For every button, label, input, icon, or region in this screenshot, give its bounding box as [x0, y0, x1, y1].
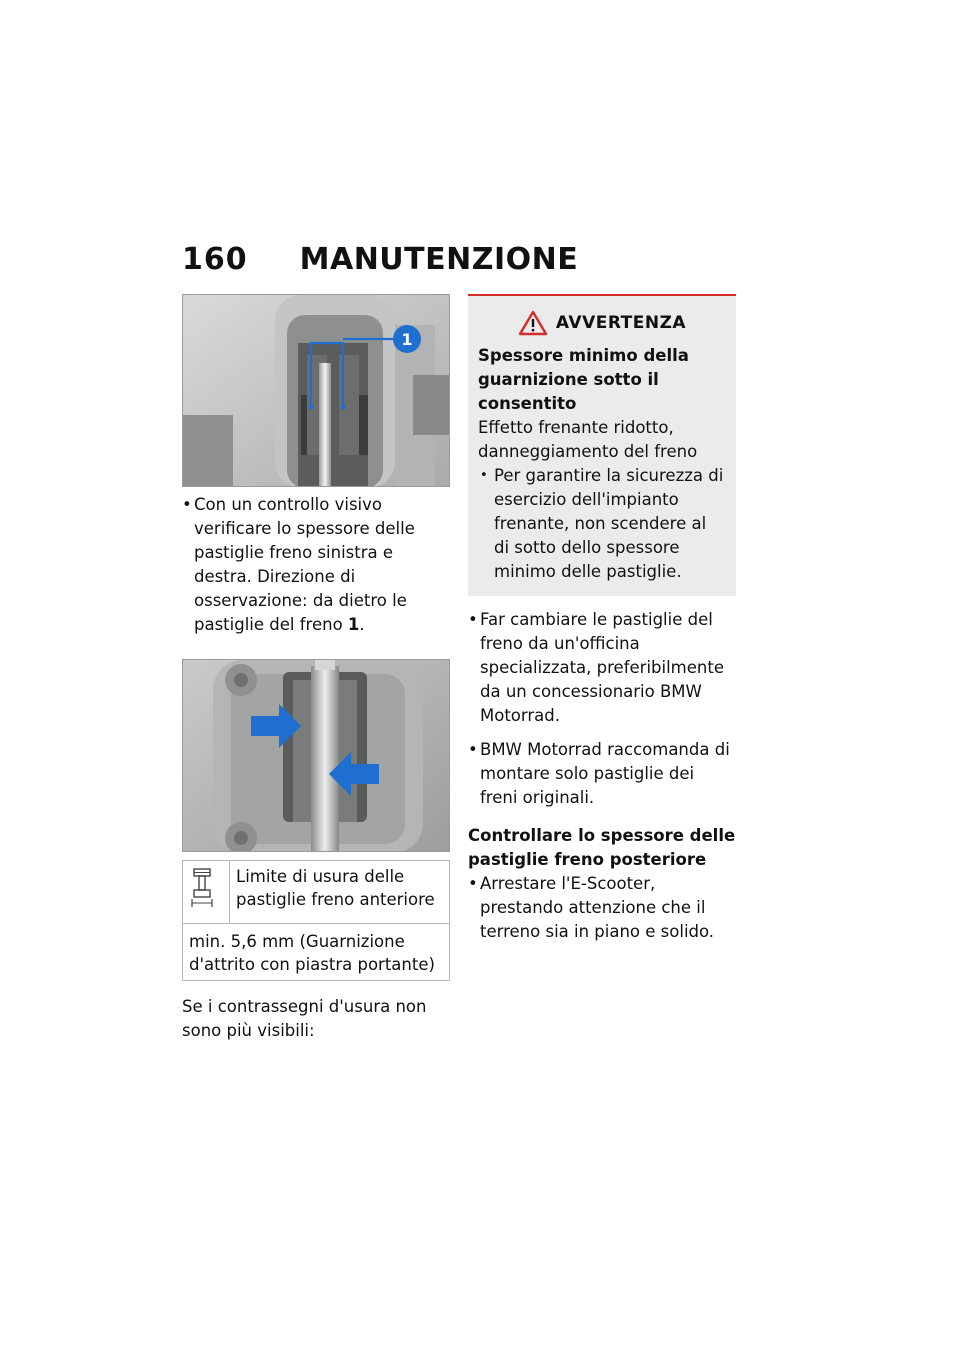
- spec-icon-cell: [183, 861, 230, 924]
- list-item: • Arrestare l'E-Scooter, prestando attenzione che il terreno sia in piano e solido.: [468, 872, 736, 944]
- page-header: [182, 236, 578, 282]
- left-column: [182, 294, 452, 1043]
- wear-limit-gauge-icon: [189, 865, 215, 909]
- brake-pad-photo-arrows: [182, 659, 450, 852]
- warning-header: [478, 310, 726, 336]
- section-title: MANUTENZIONE: [299, 241, 579, 277]
- list-item: • Far cambiare le pastiglie del freno da un'officina specializzata, preferibilmente da un concessionario BMW Motorrad.: [468, 608, 736, 728]
- spec-value: min. 5,6 mm (Guarnizione d'attrito con piastra portante): [183, 924, 450, 981]
- wear-limit-spec-table: [182, 860, 450, 981]
- page-number: 160: [182, 241, 248, 277]
- rear-pads-subheading: Controllare lo spessore delle pastiglie freno posteriore: [468, 826, 736, 869]
- warning-list-item: • Per garantire la sicurezza di esercizio dell'impianto frenante, non scendere al di sotto dello spessore minimo delle pastiglie.: [478, 464, 726, 584]
- list-item: • BMW Motorrad raccomanda di montare solo pastiglie dei freni originali.: [468, 738, 736, 810]
- callout-reference: 1: [347, 615, 360, 634]
- warning-title: AVVERTENZA: [555, 313, 687, 333]
- rear-pads-instructions: [468, 872, 736, 944]
- inspection-instructions: [182, 493, 452, 637]
- right-column: [468, 294, 736, 944]
- list-item: • Con un controllo visivo verificare lo spessore delle pastiglie freno sinistra e destra. Direzione di osservazione: da dietro le pastiglie del freno 1.: [182, 493, 452, 637]
- warning-box: [468, 294, 736, 596]
- spec-label: Limite di usura delle pastiglie freno anteriore: [230, 861, 450, 924]
- warning-consequence: Effetto frenante ridotto, danneggiamento del freno: [478, 418, 698, 461]
- workshop-instructions: [468, 608, 736, 810]
- warning-list: [478, 464, 726, 584]
- list-item-text: Con un controllo visivo verificare lo spessore delle pastiglie freno sinistra e destra. Direzione di osservazione: da dietro le pastiglie del freno: [194, 495, 415, 634]
- callout-1-label: 1: [401, 330, 413, 349]
- warning-triangle-icon: [518, 310, 548, 336]
- wear-mark-note: Se i contrassegni d'usura non sono più visibili:: [182, 997, 427, 1040]
- brake-pad-photo-rear-view: [182, 294, 450, 487]
- warning-subtitle: Spessore minimo della guarnizione sotto il consentito: [478, 346, 689, 413]
